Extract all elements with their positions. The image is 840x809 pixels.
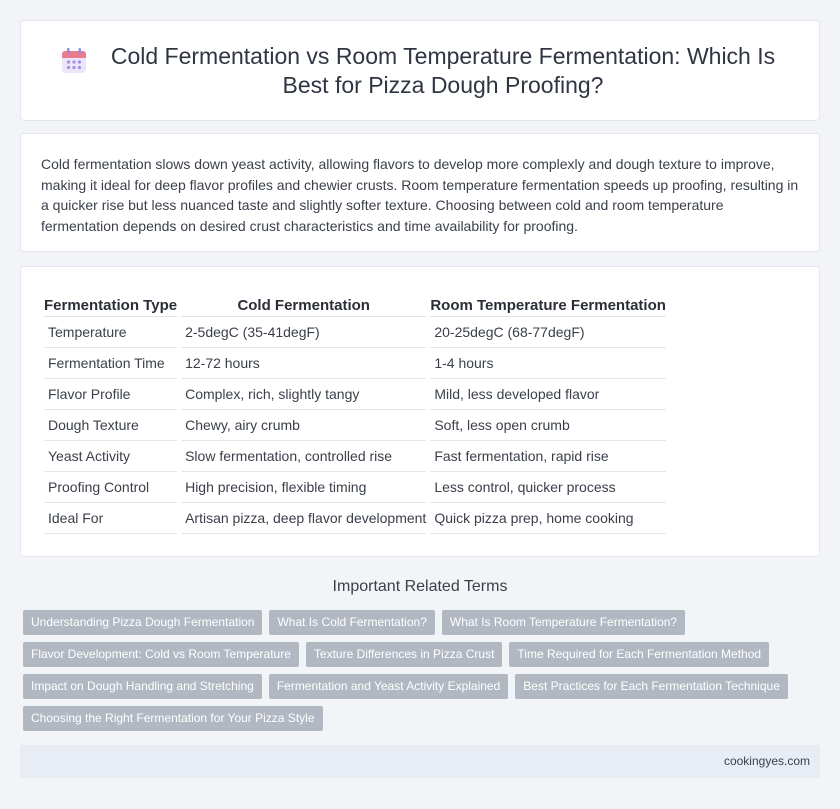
cold-value: 2-5degC (35-41degF) [181, 317, 426, 348]
related-term-tag[interactable]: Best Practices for Each Fermentation Technique [515, 674, 788, 699]
related-term-tag[interactable]: Texture Differences in Pizza Crust [306, 642, 503, 667]
related-term-tag[interactable]: What Is Cold Fermentation? [269, 610, 434, 635]
cold-value: 12-72 hours [181, 348, 426, 379]
room-value: Soft, less open crumb [430, 410, 666, 441]
row-label: Fermentation Time [44, 348, 177, 379]
title-wrap [61, 42, 779, 100]
column-header-type: Fermentation Type [44, 297, 177, 317]
room-value: Mild, less developed flavor [430, 379, 666, 410]
cold-value: Slow fermentation, controlled rise [181, 441, 426, 472]
row-label: Yeast Activity [44, 441, 177, 472]
related-term-tag[interactable]: Choosing the Right Fermentation for Your Pizza Style [23, 706, 323, 731]
table-row [44, 503, 666, 534]
related-term-tag[interactable]: Time Required for Each Fermentation Method [509, 642, 769, 667]
table-row [44, 379, 666, 410]
room-value: 1-4 hours [430, 348, 666, 379]
comparison-table-card [20, 266, 820, 557]
column-header-cold: Cold Fermentation [181, 297, 426, 317]
row-label: Dough Texture [44, 410, 177, 441]
page-title: Cold Fermentation vs Room Temperature Fermentation: Which Is Best for Pizza Dough Proofing? [110, 42, 776, 98]
room-value: Less control, quicker process [430, 472, 666, 503]
table-row [44, 410, 666, 441]
row-label: Temperature [44, 317, 177, 348]
related-term-tag[interactable]: Fermentation and Yeast Activity Explained [269, 674, 508, 699]
intro-card [20, 133, 820, 252]
related-term-tag[interactable]: Understanding Pizza Dough Fermentation [23, 610, 262, 635]
cold-value: Chewy, airy crumb [181, 410, 426, 441]
footer [20, 745, 820, 778]
cold-value: High precision, flexible timing [181, 472, 426, 503]
related-term-tag[interactable]: What Is Room Temperature Fermentation? [442, 610, 685, 635]
row-label: Flavor Profile [44, 379, 177, 410]
table-row [44, 348, 666, 379]
table-header-row [44, 297, 666, 317]
related-terms-list [23, 610, 813, 738]
room-value: Quick pizza prep, home cooking [430, 503, 666, 534]
related-term-tag[interactable]: Flavor Development: Cold vs Room Temperature [23, 642, 299, 667]
row-label: Proofing Control [44, 472, 177, 503]
related-term-tag[interactable]: Impact on Dough Handling and Stretching [23, 674, 262, 699]
row-label: Ideal For [44, 503, 177, 534]
cold-value: Complex, rich, slightly tangy [181, 379, 426, 410]
site-link[interactable]: cookingyes.com [723, 754, 810, 768]
related-terms-heading: Important Related Terms [332, 578, 508, 595]
intro-paragraph: Cold fermentation slows down yeast activity, allowing flavors to develop more complexly and dough texture to improve, making it ideal for deep flavor profiles and chewier crusts. Room temperature fermentation speeds up proofing, resulting in a quicker rise but less nuanced taste and slightly softer texture. Choosing between cold and room temperature fermentation depends on desired crust characteristics and time availability for proofing. [41, 156, 799, 234]
table-row [44, 441, 666, 472]
cold-value: Artisan pizza, deep flavor development [181, 503, 426, 534]
comparison-table [40, 297, 670, 534]
title-card [20, 20, 820, 121]
room-value: 20-25degC (68-77degF) [430, 317, 666, 348]
table-row [44, 472, 666, 503]
table-row [44, 317, 666, 348]
calendar-icon [61, 48, 87, 74]
column-header-room: Room Temperature Fermentation [430, 297, 666, 317]
room-value: Fast fermentation, rapid rise [430, 441, 666, 472]
